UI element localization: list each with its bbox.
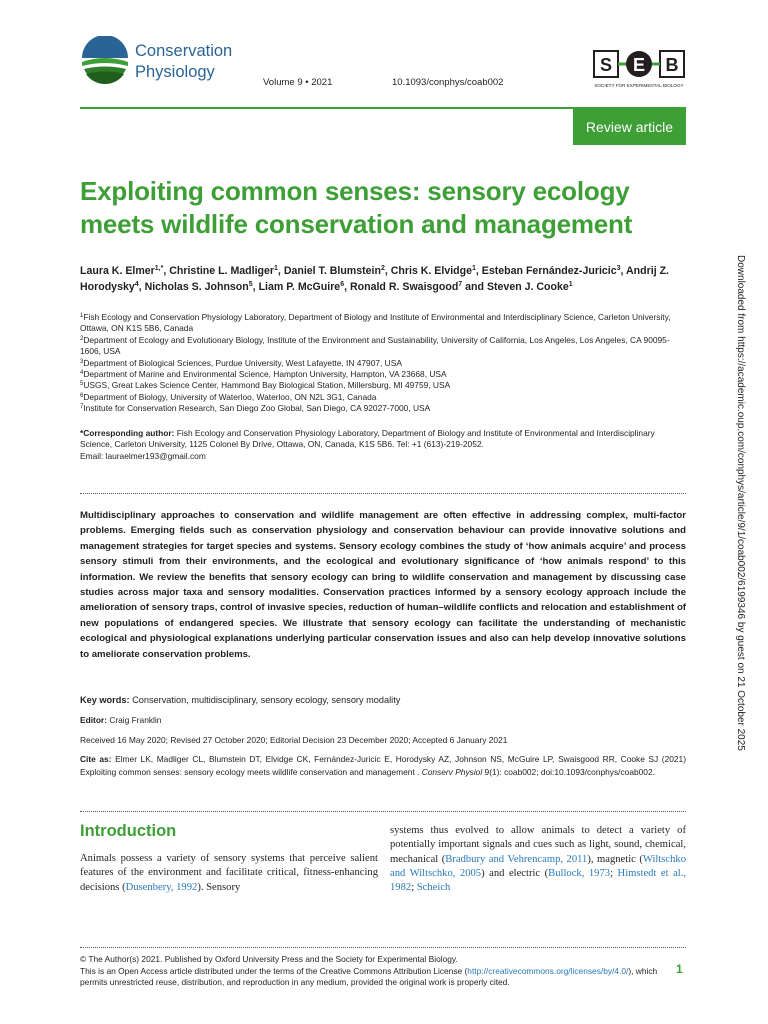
affiliation-text: Fish Ecology and Conservation Physiology Laboratory, Department of Biology and Institute of Environmental and Interdisciplinary Science, Carleton University, Ottawa, ON K1S 5B6, Canada — [80, 312, 671, 334]
editor-label: Editor: — [80, 715, 107, 725]
corresponding-label: *Corresponding author: — [80, 428, 175, 438]
author-separator: , — [252, 281, 259, 293]
intro-text: ; — [411, 882, 417, 894]
download-note — [730, 255, 750, 770]
author-name: Esteban Fernández-Juricic — [481, 265, 617, 277]
seb-logo-icon — [592, 49, 688, 91]
affiliation-item — [80, 403, 685, 414]
intro-column-1 — [80, 852, 378, 895]
cite-text: Elmer LK, Madliger CL, Blumstein DT, Elvidge CK, Fernández-Juricic E, Horodysky AZ, Johnson NS, McGuire LP, Swaisgood RR, Cooke SJ (2021) Exploiting common senses: sensory ecology meets wildlife conservation and management . — [80, 754, 686, 778]
license-text: This is an Open Access article distributed under the terms of the Creative Commons Attribution License ( — [80, 965, 468, 976]
section-heading-introduction: Introduction — [80, 822, 177, 840]
author-name: Daniel T. Blumstein — [283, 265, 381, 277]
seb-letter-s: S — [599, 55, 613, 75]
corresponding-email[interactable]: Email: lauraelmer193@gmail.com — [80, 450, 206, 461]
journal-logo-icon — [80, 36, 130, 86]
affiliation-text: Department of Biological Sciences, Purdue University, West Lafayette, IN 47907, USA — [83, 357, 402, 368]
license-footer — [80, 954, 665, 989]
copyright-text: © The Author(s) 2021. Published by Oxford University Press and the Society for Experimental Biology. — [80, 954, 458, 964]
intro-text: ; — [610, 867, 618, 879]
author-separator: , — [620, 265, 627, 277]
author-affiliation-marker: 5 — [248, 281, 253, 288]
affiliation-item — [80, 380, 685, 391]
download-note-text[interactable]: Downloaded from https://academic.oup.com/conphys/article/9/1/coab002/6199346 by guest on 21 October 2025 — [735, 255, 746, 751]
cite-rest: 9(1): coab002; doi:10.1093/conphys/coab002. — [482, 767, 655, 778]
intro-text: ), magnetic ( — [587, 853, 643, 865]
author-name: Liam P. McGuire — [258, 281, 341, 293]
divider — [80, 493, 686, 494]
keywords-label: Key words: — [80, 695, 130, 705]
author-separator: , — [384, 265, 391, 277]
author-name: Ronald R. Swaisgood — [350, 281, 459, 293]
affiliation-item — [80, 358, 685, 369]
divider — [80, 947, 686, 948]
author-separator: , — [138, 281, 145, 293]
affiliation-text: Department of Ecology and Evolutionary Biology, Institute of the Environment and Sustainability, University of California, Los Angeles, Los Angeles, CA 90095-1606, USA — [80, 334, 670, 357]
reference-link[interactable]: Bradbury and Vehrencamp, 2011 — [445, 853, 588, 865]
affiliation-item — [80, 312, 685, 335]
journal-name — [135, 41, 232, 83]
reference-link[interactable]: Himstedt et al., 1982 — [390, 867, 687, 894]
affiliation-text: Department of Biology, University of Waterloo, Waterloo, ON N2L 3G1, Canada — [83, 391, 377, 402]
author-separator: , — [163, 265, 170, 277]
author-affiliation-marker: 7 — [458, 281, 463, 288]
affiliation-text: USGS, Great Lakes Science Center, Hammond Bay Biological Station, Millersburg, MI 49759, USA — [83, 380, 451, 391]
reference-link[interactable]: Scheich — [416, 882, 451, 894]
author-affiliation-marker: 4 — [134, 281, 139, 288]
author-name: Andrij Z. Horodysky — [80, 265, 669, 293]
author-list — [80, 263, 690, 295]
affiliation-number: 1 — [80, 313, 84, 319]
intro-text: Animals possess a variety of sensory systems that perceive salient features of the environment and facilitate critical, fitness-enhancing decisions ( — [80, 853, 378, 893]
affiliation-number: 2 — [80, 335, 84, 342]
intro-text: ). Sensory — [197, 881, 241, 893]
author-name: Christine L. Madliger — [169, 265, 275, 277]
seb-society-name: SOCIETY FOR EXPERIMENTAL BIOLOGY — [594, 83, 684, 88]
author-separator: , — [344, 281, 350, 293]
author-affiliation-marker: 6 — [340, 281, 345, 288]
article-title: Exploiting common senses: sensory ecology meets wildlife conservation and management — [80, 176, 633, 239]
seb-letter-b: B — [665, 55, 679, 75]
reference-link[interactable]: Bullock, 1973 — [548, 867, 611, 879]
affiliation-text: Institute for Conservation Research, San Diego Zoo Global, San Diego, CA 92027-7000, USA — [83, 403, 431, 414]
keywords-text: Conservation, multidisciplinary, sensory ecology, sensory modality — [132, 695, 401, 705]
author-separator: and — [462, 281, 487, 293]
affiliation-item — [80, 335, 685, 358]
affiliation-item — [80, 392, 685, 403]
keywords — [80, 695, 686, 705]
intro-text: ) and electric ( — [481, 867, 549, 879]
affiliation-number: 5 — [80, 381, 84, 388]
journal-name-line1: Conservation — [135, 42, 233, 60]
article-dates: Received 16 May 2020; Revised 27 October 2020; Editorial Decision 23 December 2020; Accepted 6 January 2021 — [80, 735, 508, 745]
license-text-end: ), which permits unrestricted reuse, distribution, and reproduction in any medium, provided the original work is properly cited. — [80, 965, 658, 988]
reference-link[interactable]: Dusenbery, 1992 — [125, 881, 198, 893]
journal-logo — [80, 36, 240, 88]
affiliation-list — [80, 312, 685, 415]
affiliation-number: 3 — [80, 358, 84, 365]
cite-journal: Conserv Physiol — [421, 767, 483, 778]
editor — [80, 715, 686, 727]
intro-column-2 — [390, 824, 686, 895]
author-affiliation-marker: 1 — [568, 281, 573, 288]
editor-name: Craig Franklin — [109, 715, 162, 725]
doi-label: 10.1093/conphys/coab002 — [392, 77, 504, 88]
intro-text: systems thus evolved to allow animals to detect a variety of potentially important signals and cues such as light, sound, chemical, mechanical ( — [390, 825, 686, 865]
article-type-badge: Review article — [573, 109, 686, 145]
license-link[interactable]: http://creativecommons.org/licenses/by/4.0/ — [467, 965, 629, 976]
seb-letter-e: E — [632, 55, 646, 75]
corresponding-text: Fish Ecology and Conservation Physiology Laboratory, Department of Biology and Institute of Environmental and Interdisciplinary Science, Carleton University, 1125 Colonel By Drive, Ottawa, ON, Canada, K1S 5B6. Tel: +1 (613)-219-2052. — [80, 428, 655, 450]
author-affiliation-marker: 1 — [274, 265, 278, 272]
affiliation-item — [80, 369, 685, 380]
author-name: Nicholas S. Johnson — [144, 281, 249, 293]
page-number: 1 — [676, 962, 683, 976]
author-name: Chris K. Elvidge — [390, 265, 472, 277]
author-affiliation-marker: 1,* — [154, 265, 164, 272]
journal-name-line2: Physiology — [135, 63, 215, 81]
affiliation-text: Department of Marine and Environmental Science, Hampton University, Hampton, VA 23668, USA — [83, 369, 447, 380]
author-affiliation-marker: 2 — [380, 265, 385, 272]
cite-label: Cite as: — [80, 754, 112, 764]
divider — [80, 811, 686, 812]
author-separator: , — [277, 265, 284, 277]
society-logo — [592, 49, 688, 91]
author-separator: , — [475, 265, 482, 277]
author-affiliation-marker: 3 — [616, 265, 621, 272]
volume-label: Volume 9 • 2021 — [263, 77, 333, 88]
author-name: Laura K. Elmer — [80, 265, 155, 277]
reference-link[interactable]: Wiltschko and Wiltschko, 2005 — [390, 853, 687, 879]
abstract: Multidisciplinary approaches to conservation and wildlife management are often effective in addressing complex, multi-factor problems. Emerging fields such as conservation physiology and conservation behaviour can provide innovative solutions and management strategies for target species and systems. Sensory ecology combines the study of ‘how animals acquire’ and process sensory stimuli from their environments, and the ecological and evolutionary significance of ‘how animals respond’ to this information. We review the benefits that sensory ecology can bring to wildlife conservation and management by discussing case studies across major taxa and sensory modalities. Conservation practices informed by a sensory ecology approach include the amelioration of sensory traps, control of invasive species, reduction of human–wildlife conflicts and relocation and establishment of new populations of endangered species. We illustrate that sensory ecology can facilitate the understanding of mechanistic ecological and physiological explanations underlying particular conservation issues and also can help develop innovative solutions to ameliorate conservation problems. — [80, 510, 686, 660]
affiliation-number: 4 — [80, 370, 84, 377]
corresponding-author — [80, 428, 685, 462]
citation — [80, 753, 686, 779]
author-name: Steven J. Cooke — [486, 281, 569, 293]
affiliation-number: 6 — [80, 392, 84, 399]
affiliation-number: 7 — [80, 404, 84, 411]
author-affiliation-marker: 1 — [472, 265, 476, 272]
